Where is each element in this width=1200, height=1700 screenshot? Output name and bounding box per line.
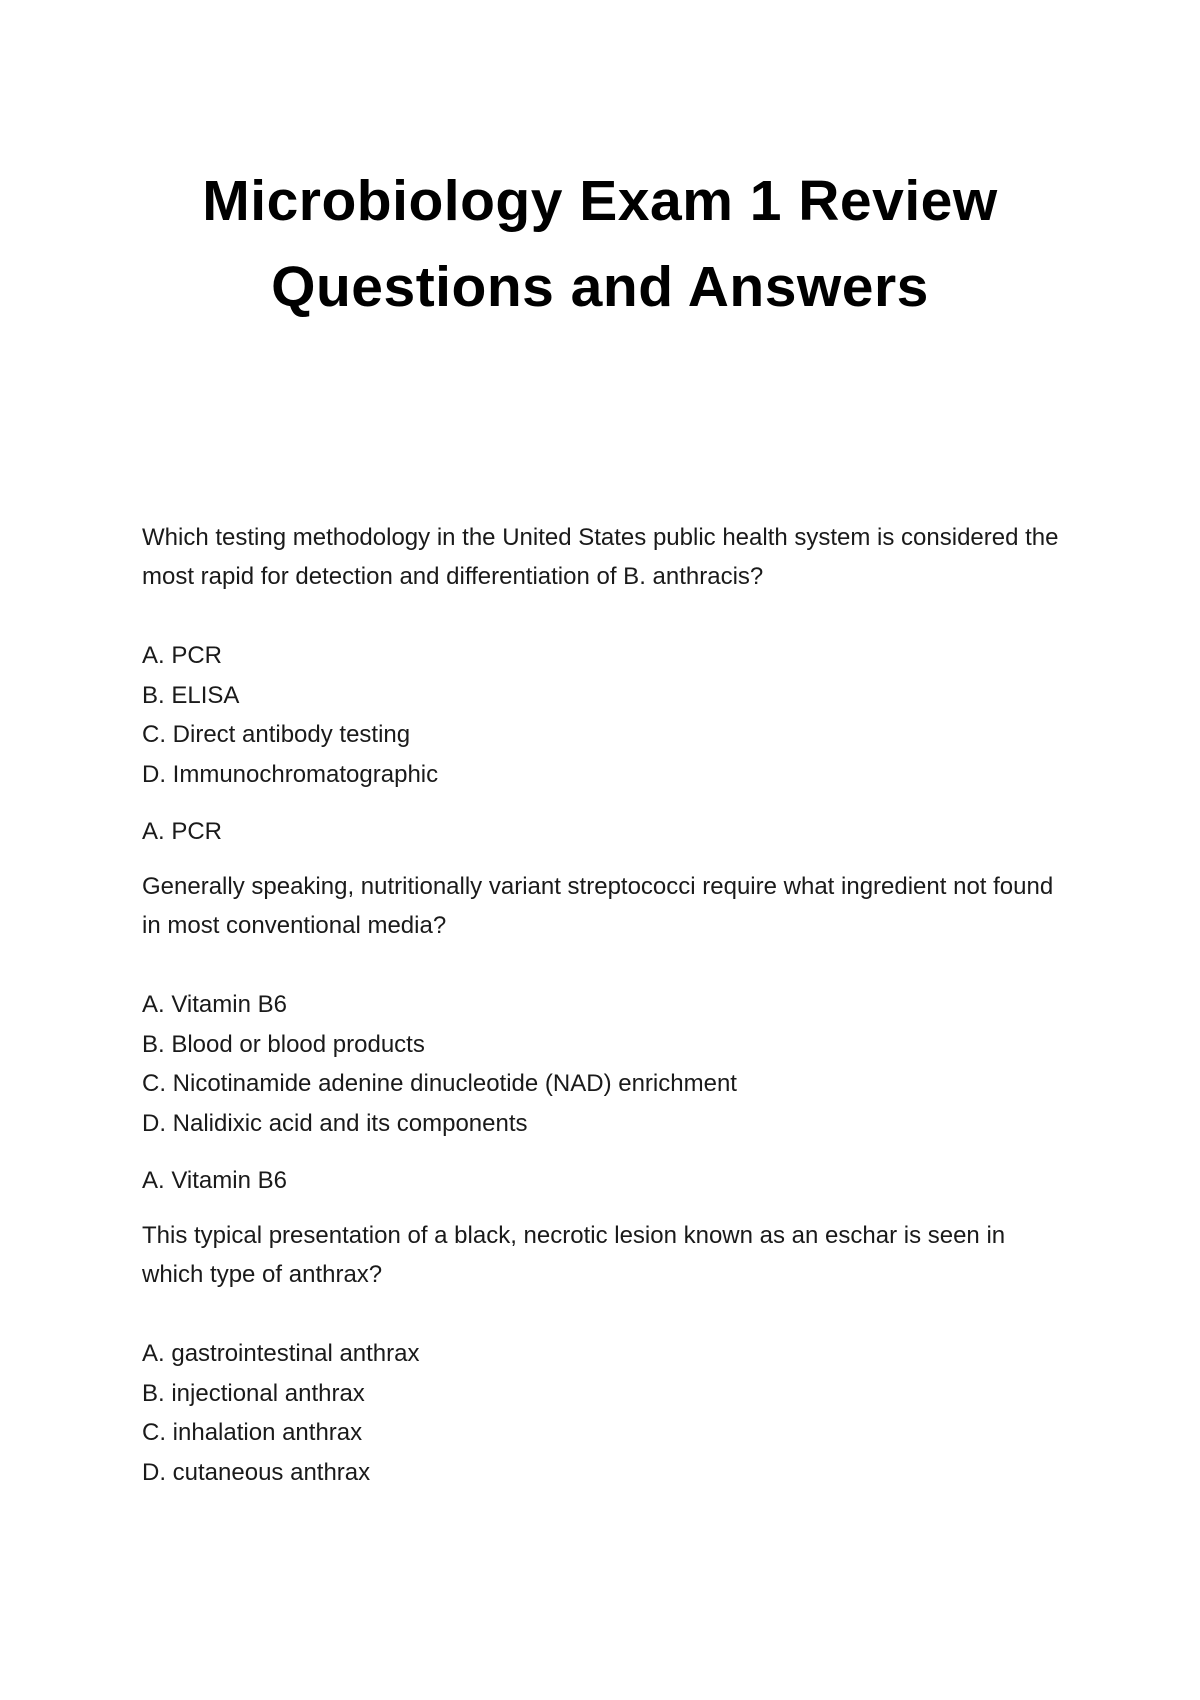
option-c: C. Nicotinamide adenine dinucleotide (NAD) enrichment xyxy=(142,1070,737,1097)
option-d: D. Nalidixic acid and its components xyxy=(142,1109,528,1137)
question-block-1 xyxy=(142,518,1072,851)
option-b: B. injectional anthrax xyxy=(142,1379,365,1407)
option-list xyxy=(142,636,1072,794)
question-text: Which testing methodology in the United States public health system is considered the most rapid for detection and differentiation of B. anthracis? xyxy=(142,524,1059,590)
option-d: D. Immunochromatographic xyxy=(142,760,439,788)
answer-text: A. PCR xyxy=(142,818,223,845)
option-d: D. cutaneous anthrax xyxy=(142,1458,371,1486)
option-a: A. Vitamin B6 xyxy=(142,991,287,1018)
option-b: B. Blood or blood products xyxy=(142,1030,425,1058)
question-block-3 xyxy=(142,1216,1072,1492)
option-c: C. inhalation anthrax xyxy=(142,1419,363,1446)
title-line-2: Questions and Answers xyxy=(271,255,929,319)
question-list xyxy=(142,518,1072,1492)
title-line-1: Microbiology Exam 1 Review xyxy=(202,169,998,233)
option-list xyxy=(142,985,1072,1143)
question-text: This typical presentation of a black, necrotic lesion known as an eschar is seen in which type of anthrax? xyxy=(142,1222,1006,1288)
option-c: C. Direct antibody testing xyxy=(142,721,411,748)
option-list xyxy=(142,1334,1072,1492)
option-a: A. gastrointestinal anthrax xyxy=(142,1340,420,1367)
option-a: A. PCR xyxy=(142,642,223,669)
document-title xyxy=(100,158,1100,330)
option-b: B. ELISA xyxy=(142,681,240,709)
answer-text: A. Vitamin B6 xyxy=(142,1167,287,1194)
question-block-2 xyxy=(142,867,1072,1200)
question-text: Generally speaking, nutritionally variant streptococci require what ingredient not found in most conventional media? xyxy=(142,873,1054,939)
